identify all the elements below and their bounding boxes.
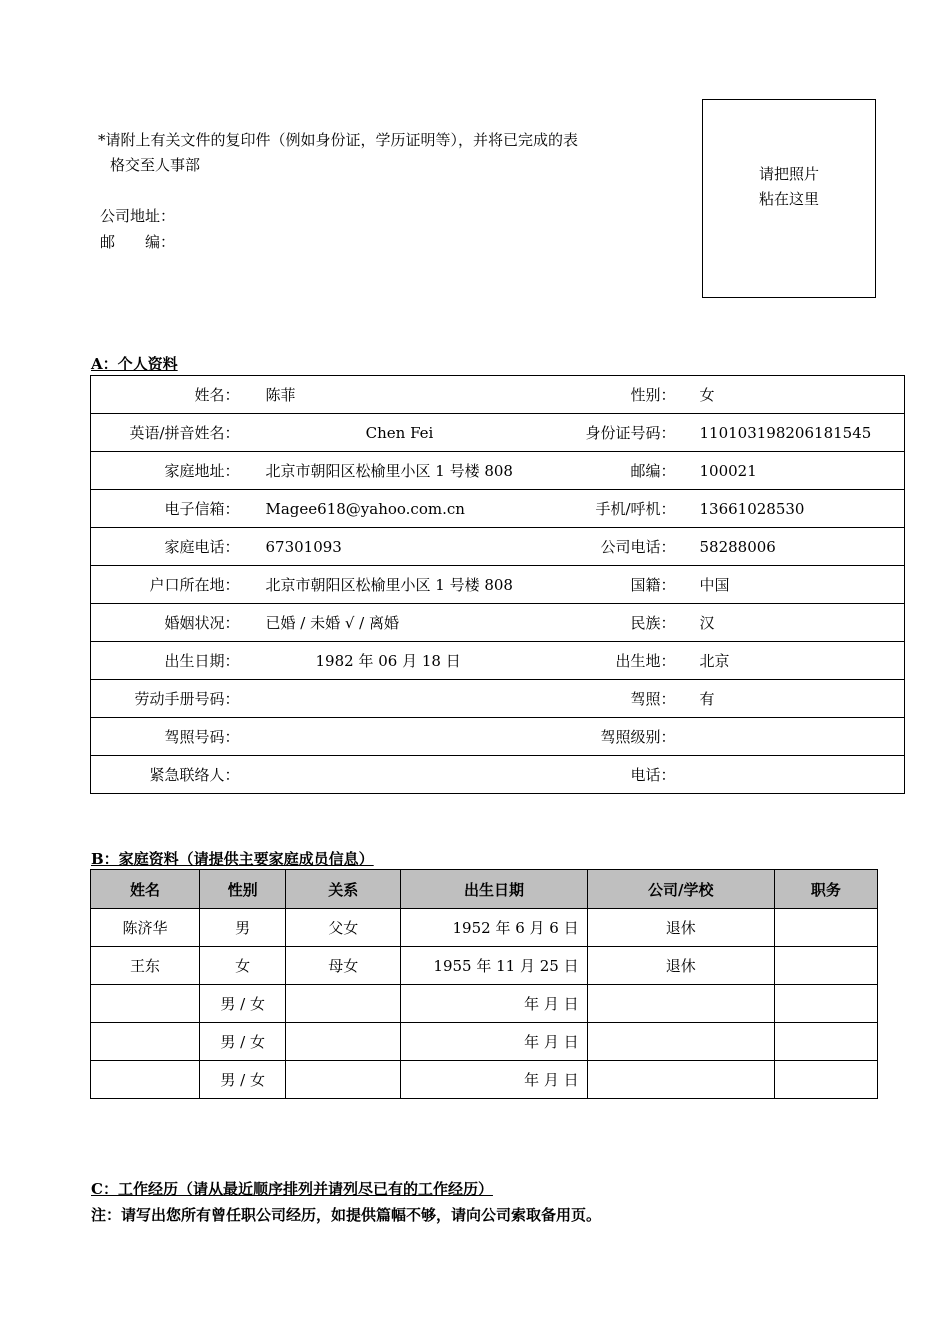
- column-header: 姓名: [91, 870, 200, 909]
- table-cell[interactable]: 年 月 日: [401, 1023, 587, 1061]
- field-label: 驾照：: [556, 680, 676, 718]
- photo-box: [702, 99, 876, 298]
- column-header: 出生日期: [401, 870, 587, 909]
- personal-info-row: [91, 680, 905, 718]
- table-cell[interactable]: 1955 年 11 月 25 日: [401, 947, 587, 985]
- section-c-title: C：工作经历（请从最近顺序排列并请列尽已有的工作经历）: [91, 1180, 493, 1198]
- field-value[interactable]: 中国: [676, 566, 905, 604]
- table-cell[interactable]: [587, 1061, 774, 1099]
- table-cell[interactable]: 男 / 女: [200, 1023, 286, 1061]
- photo-text-1: 请把照片: [758, 165, 819, 183]
- field-value[interactable]: 女: [676, 376, 905, 414]
- field-value[interactable]: [244, 718, 556, 756]
- table-cell[interactable]: [286, 985, 401, 1023]
- family-info-table: [90, 869, 878, 1099]
- table-cell[interactable]: 年 月 日: [401, 1061, 587, 1099]
- table-cell[interactable]: [774, 947, 877, 985]
- section-a-title: A：个人资料: [91, 355, 178, 373]
- field-label: 国籍：: [556, 566, 676, 604]
- table-cell[interactable]: 男 / 女: [200, 1061, 286, 1099]
- field-value[interactable]: [676, 756, 905, 794]
- field-value[interactable]: 1982 年 06 月 18 日: [244, 642, 556, 680]
- personal-info-row: [91, 452, 905, 490]
- personal-info-row: [91, 490, 905, 528]
- personal-info-row: [91, 642, 905, 680]
- column-header: 关系: [286, 870, 401, 909]
- field-label: 英语/拼音姓名：: [91, 414, 244, 452]
- table-cell[interactable]: 1952 年 6 月 6 日: [401, 909, 587, 947]
- family-row: [91, 985, 878, 1023]
- field-label: 驾照级别：: [556, 718, 676, 756]
- field-value[interactable]: 13661028530: [676, 490, 905, 528]
- table-cell[interactable]: 年 月 日: [401, 985, 587, 1023]
- table-cell[interactable]: 母女: [286, 947, 401, 985]
- field-label: 公司电话：: [556, 528, 676, 566]
- field-value[interactable]: 110103198206181545: [676, 414, 905, 452]
- personal-info-row: [91, 528, 905, 566]
- table-cell[interactable]: [91, 1023, 200, 1061]
- family-row: [91, 909, 878, 947]
- column-header: 性别: [200, 870, 286, 909]
- personal-info-row: [91, 718, 905, 756]
- field-label: 家庭地址：: [91, 452, 244, 490]
- field-value[interactable]: 北京市朝阳区松榆里小区 1 号楼 808: [244, 566, 556, 604]
- field-label: 性别：: [556, 376, 676, 414]
- field-value[interactable]: 已婚 / 未婚 √ / 离婚: [244, 604, 556, 642]
- section-b-title: B：家庭资料（请提供主要家庭成员信息）: [91, 850, 374, 868]
- field-value[interactable]: Magee618@yahoo.com.cn: [244, 490, 556, 528]
- family-row: [91, 1023, 878, 1061]
- family-row: [91, 1061, 878, 1099]
- field-value[interactable]: 有: [676, 680, 905, 718]
- field-label: 民族：: [556, 604, 676, 642]
- table-cell[interactable]: 父女: [286, 909, 401, 947]
- photo-text-2: 粘在这里: [758, 190, 819, 208]
- personal-info-row: [91, 604, 905, 642]
- table-cell[interactable]: [286, 1061, 401, 1099]
- table-cell[interactable]: [774, 1061, 877, 1099]
- table-cell[interactable]: [774, 1023, 877, 1061]
- field-label: 电话：: [630, 766, 676, 784]
- table-cell[interactable]: [91, 985, 200, 1023]
- personal-info-row: [91, 414, 905, 452]
- field-label: 驾照号码：: [91, 718, 244, 756]
- field-label: 家庭电话：: [91, 528, 244, 566]
- postcode-label: 邮 编：: [100, 233, 176, 251]
- field-label: 电子信箱：: [91, 490, 244, 528]
- table-cell[interactable]: 退休: [587, 947, 774, 985]
- field-value[interactable]: 67301093: [244, 528, 556, 566]
- field-label: 出生日期：: [91, 642, 244, 680]
- table-cell[interactable]: 女: [200, 947, 286, 985]
- field-label: 手机/呼机：: [556, 490, 676, 528]
- field-label: 劳动手册号码：: [91, 680, 244, 718]
- field-label: 姓名：: [91, 376, 244, 414]
- table-cell[interactable]: 男: [200, 909, 286, 947]
- table-cell[interactable]: [587, 985, 774, 1023]
- field-value[interactable]: 汉: [676, 604, 905, 642]
- personal-info-row: [91, 756, 905, 794]
- table-cell[interactable]: 陈济华: [91, 909, 200, 947]
- field-value[interactable]: 北京市朝阳区松榆里小区 1 号楼 808: [244, 452, 556, 490]
- column-header: 公司/学校: [587, 870, 774, 909]
- field-value[interactable]: [244, 680, 556, 718]
- column-header: 职务: [774, 870, 877, 909]
- field-value[interactable]: 陈菲: [244, 376, 556, 414]
- instructions-line-1: *请附上有关文件的复印件（例如身份证，学历证明等），并将已完成的表: [98, 131, 579, 149]
- instructions-note: [98, 128, 668, 178]
- field-value[interactable]: [676, 718, 905, 756]
- family-row: [91, 947, 878, 985]
- field-value[interactable]: 北京: [676, 642, 905, 680]
- instructions-line-2: 格交至人事部: [110, 156, 201, 174]
- table-cell[interactable]: 男 / 女: [200, 985, 286, 1023]
- field-value[interactable]: 58288006: [676, 528, 905, 566]
- field-label: 婚姻状况：: [91, 604, 244, 642]
- personal-info-row: [91, 376, 905, 414]
- table-cell[interactable]: [286, 1023, 401, 1061]
- company-address-label: 公司地址：: [100, 207, 176, 225]
- table-cell[interactable]: 退休: [587, 909, 774, 947]
- personal-info-table: [90, 375, 905, 794]
- personal-info-row: [91, 566, 905, 604]
- field-value[interactable]: Chen Fei: [244, 414, 556, 452]
- field-label: 身份证号码：: [556, 414, 676, 452]
- table-cell[interactable]: [774, 909, 877, 947]
- table-cell[interactable]: 王东: [91, 947, 200, 985]
- table-cell[interactable]: [91, 1061, 200, 1099]
- field-label: 邮编：: [556, 452, 676, 490]
- section-c-note: 注：请写出您所有曾任职公司经历，如提供篇幅不够，请向公司索取备用页。: [91, 1206, 602, 1224]
- field-value[interactable]: [244, 756, 556, 794]
- table-cell[interactable]: [587, 1023, 774, 1061]
- field-label: 紧急联络人：: [149, 766, 240, 784]
- field-label: 出生地：: [556, 642, 676, 680]
- table-cell[interactable]: [774, 985, 877, 1023]
- field-label: 户口所在地：: [91, 566, 244, 604]
- company-info: [100, 203, 175, 255]
- field-value[interactable]: 100021: [676, 452, 905, 490]
